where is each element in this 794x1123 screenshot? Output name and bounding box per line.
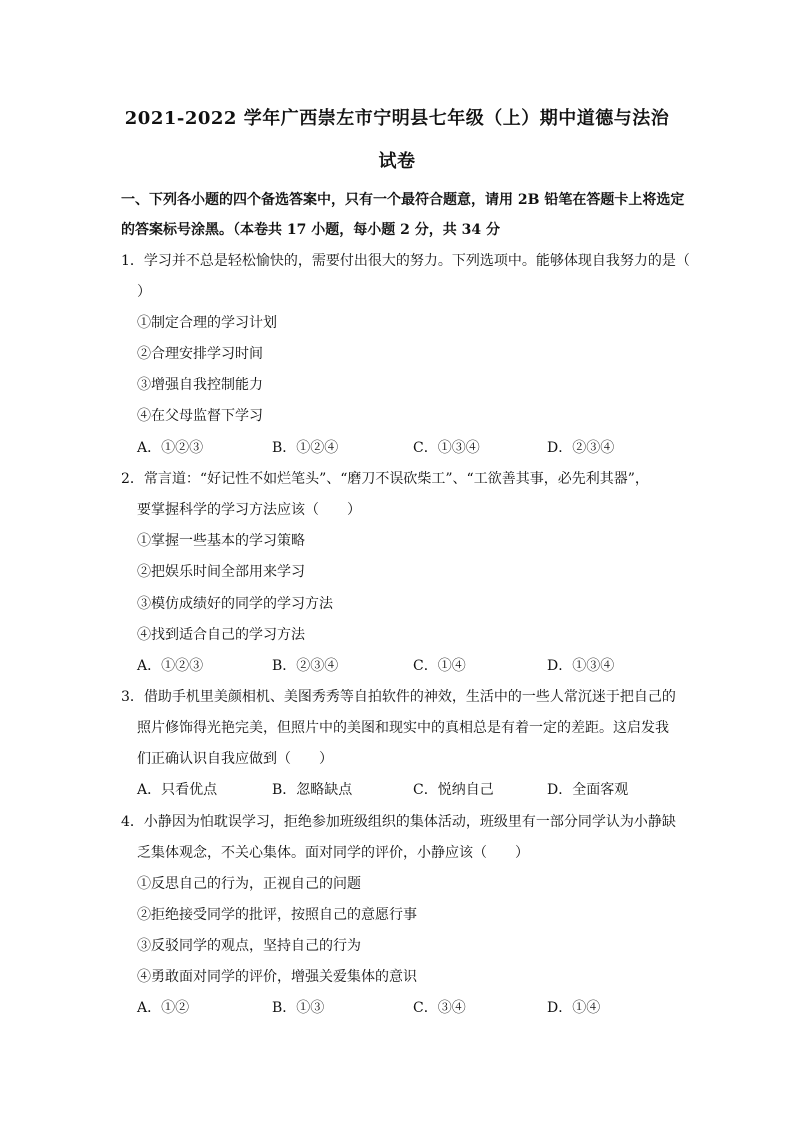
question-2-item-4: ④找到适合自己的学习方法: [137, 627, 305, 643]
question-1-option-c: C．①③④: [413, 440, 480, 456]
section-instruction-line-1: 一、下列各小题的四个备选答案中，只有一个最符合题意，请用 2B 铅笔在答题卡上将选定: [121, 192, 685, 208]
question-1-item-2: ②合理安排学习时间: [137, 346, 263, 362]
question-4-item-1: ①反思自己的行为，正视自己的问题: [137, 876, 361, 892]
question-2-option-c: C．①④: [413, 658, 466, 674]
question-2-stem-line-2: 要掌握科学的学习方法应该（ ）: [137, 502, 361, 518]
exam-title-line-2: 试卷: [378, 151, 416, 172]
section-instruction-line-2: 的答案标号涂黑。（本卷共 17 小题，每小题 2 分，共 34 分: [121, 222, 500, 238]
question-4-option-b: B．①③: [272, 1000, 325, 1016]
question-1-stem-line-1: 1．学习并不总是轻松愉快的，需要付出很大的努力。下列选项中。能够体现自我努力的是（: [121, 253, 690, 269]
question-3-stem-line-3: 们正确认识自我应做到（ ）: [137, 751, 333, 767]
question-2-option-b: B．②③④: [272, 658, 339, 674]
question-3-option-c: C．悦纳自己: [413, 782, 494, 798]
question-4-item-2: ②拒绝接受同学的批评，按照自己的意愿行事: [137, 907, 417, 923]
question-2-item-1: ①掌握一些基本的学习策略: [137, 533, 305, 549]
question-2-option-d: D．①③④: [547, 658, 615, 674]
question-2-option-a: A．①②③: [137, 658, 204, 674]
question-4-item-4: ④勇敢面对同学的评价，增强关爱集体的意识: [137, 969, 417, 985]
question-3-option-b: B．忽略缺点: [272, 782, 353, 798]
question-3-option-a: A．只看优点: [137, 782, 218, 798]
question-1-option-d: D．②③④: [547, 440, 615, 456]
question-3-stem-line-1: 3．借助手机里美颜相机、美图秀秀等自拍软件的神效，生活中的一些人常沉迷于把自己的: [121, 689, 676, 705]
question-1-item-3: ③增强自我控制能力: [137, 377, 263, 393]
question-2-stem-line-1: 2．常言道：“好记性不如烂笔头”、“磨刀不误砍柴工”、“工欲善其事，必先利其器”，: [121, 471, 649, 487]
question-1-item-1: ①制定合理的学习计划: [137, 315, 277, 331]
question-1-option-b: B．①②④: [272, 440, 339, 456]
question-4-option-c: C．③④: [413, 1000, 466, 1016]
exam-title-line-1: 2021-2022 学年广西崇左市宁明县七年级（上）期中道德与法治: [124, 108, 670, 129]
question-4-stem-line-1: 4．小静因为怕耽误学习，拒绝参加班级组织的集体活动，班级里有一部分同学认为小静缺: [121, 814, 676, 830]
question-1-option-a: A．①②③: [137, 440, 204, 456]
question-1-stem-line-2: ）: [137, 284, 151, 300]
question-4-item-3: ③反驳同学的观点，坚持自己的行为: [137, 938, 361, 954]
question-4-option-d: D．①④: [547, 1000, 601, 1016]
question-4-stem-line-2: 乏集体观念，不关心集体。面对同学的评价，小静应该（ ）: [137, 845, 529, 861]
question-3-option-d: D．全面客观: [547, 782, 629, 798]
question-2-item-3: ③模仿成绩好的同学的学习方法: [137, 596, 333, 612]
question-1-item-4: ④在父母监督下学习: [137, 408, 263, 424]
question-4-option-a: A．①②: [137, 1000, 190, 1016]
question-2-item-2: ②把娱乐时间全部用来学习: [137, 564, 305, 580]
question-3-stem-line-2: 照片修饰得光艳完美，但照片中的美图和现实中的真相总是有着一定的差距。这启发我: [137, 720, 669, 736]
